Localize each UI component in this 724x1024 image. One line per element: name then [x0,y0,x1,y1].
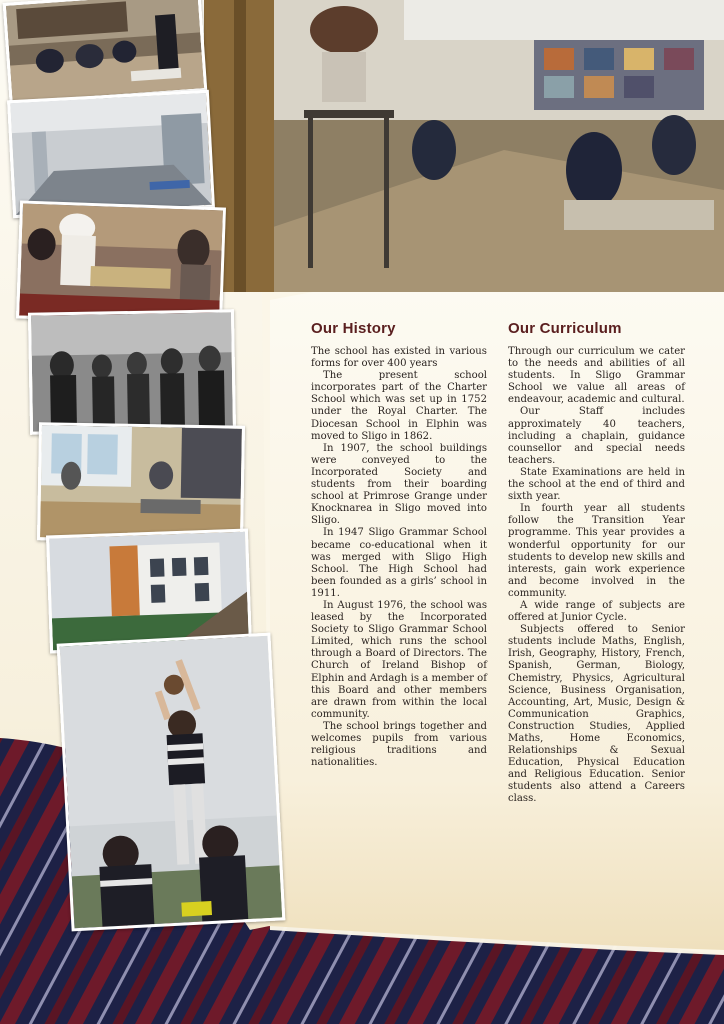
atrium-hallway-photo [7,90,215,218]
curriculum-paragraph: In fourth year all students follow the Transition Year programme. This year provides a wonderful opportunity for our students to develop new skills and interests, gain work experience and become involved in the community. [508,503,685,599]
curriculum-paragraph: Our Staff includes approximately 40 teachers, including a chaplain, guidance counsellor and special needs teachers. [508,406,685,466]
history-paragraph: In 1907, the school buildings were conveyed to the Incorporated Society and students from their boarding school at Primrose Grange under Knocknarea in Sligo moved into Sligo. [311,442,487,527]
history-paragraph: The present school incorporates part of the Charter School which was set up in 1752 under the Royal Charter. The Diocesan School in Elphin was moved to Sligo in 1862. [311,370,487,442]
curriculum-heading: Our Curriculum [508,320,622,337]
history-heading: Our History [311,320,396,337]
history-paragraph: In August 1976, the school was leased by the Incorporated Society to Sligo Grammar School Limited, which runs the school through a Board of Directors. The Church of Ireland Bishop of Elphin and Ardagh is a member of this Board and other members are drawn from within the local community. [311,599,487,720]
curriculum-paragraph: A wide range of subjects are offered at Junior Cycle. [508,599,685,624]
curriculum-paragraph: State Examinations are held in the school at the end of third and sixth year. [508,466,685,503]
curriculum-column [508,320,685,806]
curriculum-paragraph: Through our curriculum we cater to the needs and abilities of all students. In Sligo Grammar School we value all areas of endeavour, academic and cultural. [508,346,685,406]
history-paragraph: The school brings together and welcomes pupils from various religious traditions and nationalities. [311,720,487,769]
rugby-lineout-photo [57,633,286,932]
classroom-lecture-photo [3,0,208,105]
art-room-photo [204,0,724,292]
students-assembly-photo [28,309,236,435]
history-paragraph: The school has existed in various forms for over 400 years [311,346,487,370]
curriculum-paragraph: Subjects offered to Senior students include Maths, English, Irish, Geography, History, French, Spanish, German, Biology, Chemistry, Physics, Agricultural Science, Business Organisation, Accounting, Art, Music, Design & Communication Graphics, Construction Studies, Applied Maths, Home Economics, Relationships & Sexual Education, Physical Education and Religious Education. Senior students also attend a Careers class. [508,624,685,805]
workshop-lab-photo [37,422,245,544]
canteen-serving-photo [16,200,226,325]
history-paragraph: In 1947 Sligo Grammar School became co-educational when it was merged with Sligo High School. The High School had been founded as a girls’ school in 1911. [311,527,487,599]
history-column [311,320,487,769]
